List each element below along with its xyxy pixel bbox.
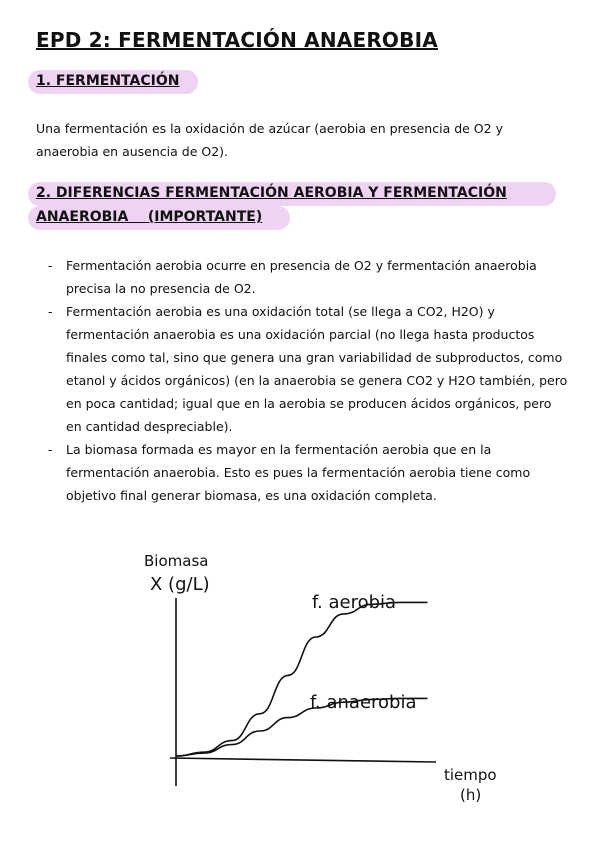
list-item: - Fermentación aerobia es una oxidación total (se llega a CO2, H2O) y fermentación anaerobia es una oxidación parcial (no llega hasta productos finales como tal, sino que genera una gran variabilidad de subproductos, como etanol y ácidos orgánicos) (en la anaerobia se genera CO2 y H2O también, pero en poca cantidad; igual que en la aerobia se producen ácidos orgánicos, pero en cantidad despreciable). [48,300,568,438]
anaerobic-series-label: f. anaerobia [310,692,417,713]
section-1-heading: 1. FERMENTACIÓN [36,73,180,89]
list-item: - Fermentación aerobia ocurre en presencia de O2 y fermentación anaerobia precisa la no presencia de O2. [48,254,568,300]
x-axis-label: tiempo [444,766,497,784]
section-1-paragraph: Una fermentación es la oxidación de azúcar (aerobia en presencia de O2 y anaerobia en ausencia de O2). [36,121,503,159]
section-2-heading-line-1: 2. DIFERENCIAS FERMENTACIÓN AEROBIA Y FERMENTACIÓN [36,185,507,201]
x-axis [170,758,436,762]
x-axis-unit-label: (h) [460,786,482,804]
y-axis-label: Biomasa [144,552,209,570]
page-title: EPD 2: FERMENTACIÓN ANAEROBIA [36,28,438,52]
biomass-chart [0,530,600,840]
section-2-heading-line-2: ANAEROBIA (IMPORTANTE) [36,209,263,225]
aerobic-curve [176,602,428,756]
list-item: - La biomasa formada es mayor en la fermentación aerobia que en la fermentación anaerobia. Esto es pues la fermentación aerobia tiene como objetivo final generar biomasa, es una oxidación completa. [48,438,568,507]
y-axis-unit-label: X (g/L) [150,574,210,595]
differences-list [48,254,568,507]
aerobic-series-label: f. aerobia [312,592,397,613]
